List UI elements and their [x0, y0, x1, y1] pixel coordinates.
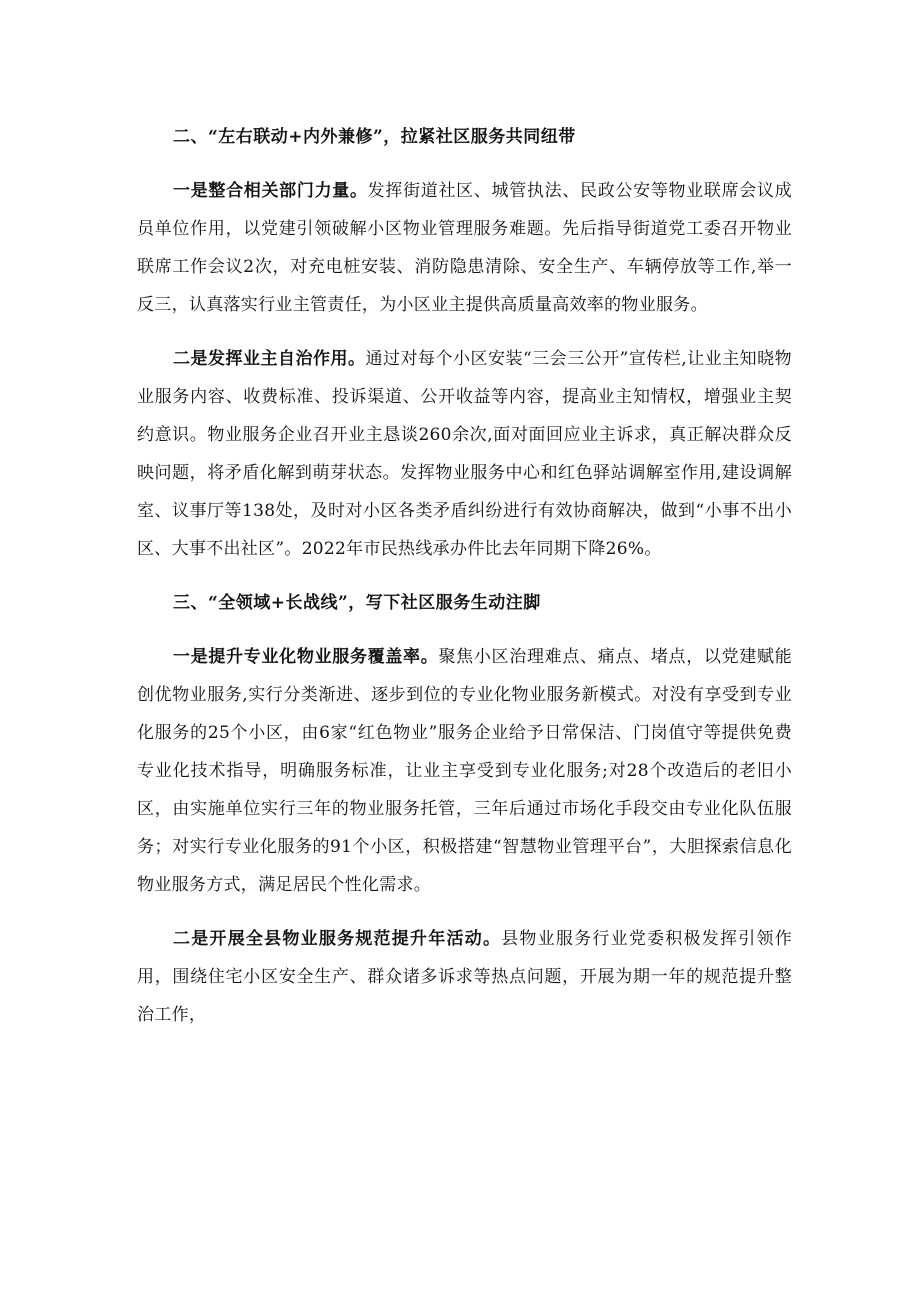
paragraph-integrate-departments	[137, 172, 792, 324]
section-heading-3: 三、“全领域+长战线”，写下社区服务生动注脚	[173, 593, 541, 613]
paragraph-body: 聚焦小区治理难点、痛点、堵点，以党建赋能创优物业服务,实行分类渐进、逐步到位的专业化物业服务新模式。对没有享受到专业化服务的25个小区，由6家“红色物业”服务企业给予日常保洁、门岗值守等提供免费专业化技术指导，明确服务标准，让业主享受到专业化服务;对28个改造后的老旧小区，由实施单位实行三年的物业服务托管，三年后通过市场化手段交由专业化队伍服务；对实行专业化服务的91个小区，积极搭建“智慧物业管理平台”，大胆探索信息化物业服务方式，满足居民个性化需求。	[137, 647, 793, 895]
paragraph-lead: 二是开展全县物业服务规范提升年活动。	[173, 929, 502, 949]
paragraph-coverage-rate	[137, 638, 792, 904]
paragraph-body: 县物业服务行业党委积极发挥引领作用，围绕住宅小区安全生产、群众诸多诉求等热点问题，开展为期一年的规范提升整治工作，	[137, 929, 792, 1025]
paragraph-lead: 二是发挥业主自治作用。	[173, 349, 366, 369]
section-heading-2: 二、“左右联动+内外兼修”，拉紧社区服务共同纽带	[173, 127, 576, 147]
paragraph-body: 发挥街道社区、城管执法、民政公安等物业联席会议成员单位作用，以党建引领破解小区物业管理服务难题。先后指导街道党工委召开物业联席工作会议2次，对充电桩安装、消防隐患清除、安全生产、车辆停放等工作,举一反三，认真落实行业主管责任，为小区业主提供高质量高效率的物业服务。	[137, 181, 792, 315]
paragraph-lead: 一是整合相关部门力量。	[173, 181, 368, 201]
paragraph-owner-autonomy	[137, 340, 792, 568]
paragraph-lead: 一是提升专业化物业服务覆盖率。	[173, 647, 439, 667]
paragraph-standard-upgrade	[137, 920, 792, 1034]
paragraph-body: 通过对每个小区安装“三会三公开”宣传栏,让业主知晓物业服务内容、收费标准、投诉渠道、公开收益等内容，提高业主知情权，增强业主契约意识。物业服务企业召开业主恳谈260余次,面对面回应业主诉求，真正解决群众反映问题，将矛盾化解到萌芽状态。发挥物业服务中心和红色驿站调解室作用,建设调解室、议事厅等138处，及时对小区各类矛盾纠纷进行有效协商解决，做到“小事不出小区、大事不出社区”。2022年市民热线承办件比去年同期下降26%。	[137, 349, 792, 559]
